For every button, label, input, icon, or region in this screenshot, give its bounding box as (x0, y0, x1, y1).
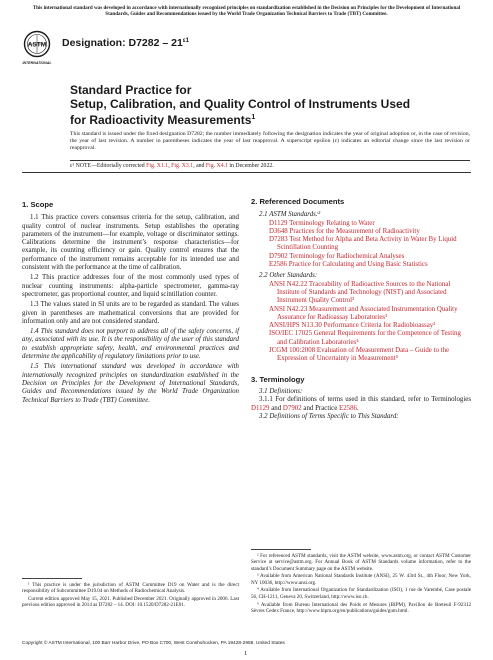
ref-d1129-link[interactable]: D1129 (269, 219, 288, 227)
designation-epsilon: ε1 (182, 38, 189, 44)
ref-e2586-title[interactable]: Practice for Calculating and Using Basic Statistics (287, 261, 428, 269)
document-title (70, 83, 430, 128)
ref-d7902 (259, 253, 471, 261)
ref-jcgm-link[interactable]: JCGM 100:2008 (269, 347, 316, 355)
ref-d7902-title[interactable]: Terminology for Radiochemical Analyses (287, 252, 405, 260)
divider (70, 160, 470, 161)
title-line-3: for Radioactivity Measurements (70, 113, 252, 128)
fig-x4-link[interactable]: Fig. X4.1 (205, 163, 228, 169)
ref-ansi-hps-n13-30 (259, 322, 471, 330)
left-footnotes (22, 578, 239, 610)
divider (22, 172, 471, 173)
terminology-text: . (357, 404, 359, 412)
ref-ansi-n42-22-link[interactable]: ANSI N42.22 (269, 280, 308, 288)
scope-1-5: 1.5 This international standard was developed in accordance with internationally recognized principles on standardization established in the Decision on Principles for the Development of International Standards, Guides and Recommendations issued by the World Trade Organization Technical Barriers to Trade (TBT) Committee. (22, 363, 239, 404)
scope-1-3: 1.3 The values stated in SI units are to be regarded as standard. The values given in parentheses are mathematical conversions that are provided for information only and are not considered standard. (22, 301, 239, 325)
title-footnote-mark: 1 (251, 114, 256, 122)
title-line-1: Standard Practice for (70, 83, 192, 97)
ref-iso-title[interactable]: General Requirements for the Competence of Testing and Calibration Laboratories⁴ (277, 330, 461, 346)
ref-d7283 (259, 236, 471, 253)
fig-x3-link[interactable]: Fig. X3.1 (171, 163, 194, 169)
scope-1-4: 1.4 This standard does not purport to address all of the safety concerns, if any, associated with its use. It is the responsibility of the user of this standard to establish appropriate safety, health, and environmental practices and determine the applicability of regulatory limitations prior to use. (22, 328, 239, 361)
terminology-3-1-1 (251, 396, 471, 413)
fig-x1-link[interactable]: Fig. X1.1 (146, 163, 169, 169)
ref-ansi-n42-22 (259, 281, 471, 306)
wto-notice: This international standard was developed in accordance with internationally recognized principles on standardization established in the Decision on Principles for the Development of International Standards, Guides and Recommendations issued by the World Trade Organization Technical Barriers to Trade (TBT) Committee. (32, 5, 461, 18)
ref-d1129 (259, 220, 471, 228)
ref-ansi-hps-link[interactable]: ANSI/HPS N13.30 (269, 322, 322, 330)
editorial-note-sep: , and (193, 163, 206, 169)
page-number: 1 (244, 650, 248, 657)
terminology-text: and (269, 404, 283, 412)
issue-note: This standard is issued under the fixed designation D7282; the number immediately following the designation indicates the year of original adoption or, in the case of revision, the year of last revision. A number in parentheses indicates the year of last reapproval. A superscript epsilon (ε) indicates an editorial change since the last revision or reapproval. (70, 131, 470, 151)
scope-1-2: 1.2 This practice addresses four of the most commonly used types of nuclear counting instruments: alpha-particle spectrometer, gamma-ray spectrometer, gas proportional counter, and liquid scintillation counter. (22, 274, 239, 298)
other-standards-heading: 2.2 Other Standards: (259, 272, 318, 280)
editorial-note-sep: , (168, 163, 172, 169)
ref-d7283-link[interactable]: D7283 (269, 236, 288, 244)
terminology-3-1: 3.1 Definitions: (259, 387, 303, 395)
footnote-2: ² For referenced ASTM standards, visit the ASTM website, www.astm.org, or contact ASTM Customer Service at service@astm.org. For Annual Book of ASTM Standards volume information, refer to the standard’s Document Summary page on the ASTM website. (251, 553, 471, 572)
footnote-1: ¹ This practice is under the jurisdiction of ASTM Committee D19 on Water and is the direct responsibility of Subcommittee D19.04 on Methods of Radiochemical Analysis. (22, 582, 239, 595)
editorial-note (70, 163, 274, 169)
ref-ansi-n42-23-link[interactable]: ANSI N42.23 (269, 305, 308, 313)
term-d7902-link[interactable]: D7902 (282, 404, 302, 412)
astm-standards-heading: 2.1 ASTM Standards:² (259, 211, 321, 219)
footnote-rule (251, 549, 311, 550)
editorial-note-text: ε¹ NOTE—Editorially corrected (70, 163, 147, 169)
scope-1-1: 1.1 This practice covers consensus criteria for the setup, calibration, and quality control of nuclear instruments. Setup establishes the operating parameters of the instrument—for example, voltage or discriminator settings. Calibrations determine the instrument’s response characteristics—for example, its counting efficiency or gain. Quality control ensures that the performance of the instrument remains acceptable for its intended use and consistent with the performance at the time of calibration. (22, 214, 239, 272)
right-footnotes (251, 549, 471, 616)
logo-caption: INTERNATIONAL (22, 61, 52, 65)
editorial-note-suffix: in December 2022. (227, 163, 274, 169)
ref-d3648 (259, 228, 471, 236)
ref-e2586 (259, 261, 471, 269)
footnote-1-edition: Current edition approved May 15, 2021. Published December 2021. Originally approved in 2006. Last previous edition approved in 2014 as D7282 – 14. DOI: 10.1520/D7282-21E01. (22, 596, 239, 609)
designation (62, 37, 189, 49)
ref-ansi-hps-title[interactable]: Performance Criteria for Radiobioassay³ (321, 322, 436, 330)
logo-wordmark: ASTM (27, 41, 47, 49)
terminology-text: 3.1.1 For definitions of terms used in this standard, refer to Terminologies (259, 396, 471, 404)
footnote-3: ³ Available from American National Standards Institute (ANSI), 25 W. 43rd St., 4th Floor, New York, NY 10036, http://www.ansi.org. (251, 573, 471, 586)
footnote-5: ⁵ Available from Bureau International des Poids et Mesures (BIPM), Pavillon de Breteuil F-92312 Sèvres Cedex France, http://www.bipm.org/en/publications/guides/gum.html. (251, 601, 471, 614)
ref-jcgm-100 (259, 347, 471, 364)
astm-logo (22, 30, 52, 70)
ref-ansi-n42-23 (259, 306, 471, 323)
terminology-3-2: 3.2 Definitions of Terms Specific to This Standard: (259, 412, 399, 420)
ref-iso-link[interactable]: ISO/IEC 17025 (269, 330, 313, 338)
scope-heading: 1. Scope (22, 200, 54, 209)
term-e2586-link[interactable]: E2586 (339, 404, 357, 412)
term-d1129-link[interactable]: D1129 (251, 404, 270, 412)
terminology-heading: 3. Terminology (251, 374, 305, 384)
right-column (251, 198, 471, 423)
references-heading: 2. Referenced Documents (251, 197, 345, 206)
title-line-2: Setup, Calibration, and Quality Control of Instruments Used (70, 97, 411, 112)
ref-d7283-title[interactable]: Test Method for Alpha and Beta Activity in Water By Liquid Scintillation Counting (277, 236, 457, 252)
left-column (22, 201, 239, 407)
ref-d3648-link[interactable]: D3648 (269, 227, 288, 235)
footnote-4: ⁴ Available from International Organization for Standardization (ISO), 1 rue de Varembé, Case postale 56, CH-1211, Geneva 20, Switzerland, http://www.iso.ch. (251, 587, 471, 600)
footnote-rule (22, 578, 82, 579)
designation-label: Designation: D7282 – 21 (62, 37, 183, 49)
ref-iso-iec-17025 (259, 330, 471, 347)
terminology-text: and Practice (301, 404, 339, 412)
ref-ansi-n42-22-title[interactable]: Traceability of Radioactive Sources to the National Institute of Standards and Technology (NIST) and Associated Instrument Quality Control³ (277, 280, 451, 305)
ref-d1129-title[interactable]: Terminology Relating to Water (287, 219, 375, 227)
copyright-footer: Copyright © ASTM International, 100 Barr Harbor Drive, PO Box C700, West Conshohocken, PA 19428-2959. United States (22, 641, 285, 646)
ref-ansi-n42-23-title[interactable]: Measurement and Associated Instrumentation Quality Assurance for Radioassay Laboratories³ (277, 305, 458, 321)
ref-d3648-title[interactable]: Practices for the Measurement of Radioactivity (287, 227, 420, 235)
ref-jcgm-title[interactable]: Evaluation of Measurement Data – Guide to the Expression of Uncertainty in Measurement⁵ (277, 347, 450, 363)
ref-d7902-link[interactable]: D7902 (269, 252, 288, 260)
ref-e2586-link[interactable]: E2586 (269, 261, 287, 269)
